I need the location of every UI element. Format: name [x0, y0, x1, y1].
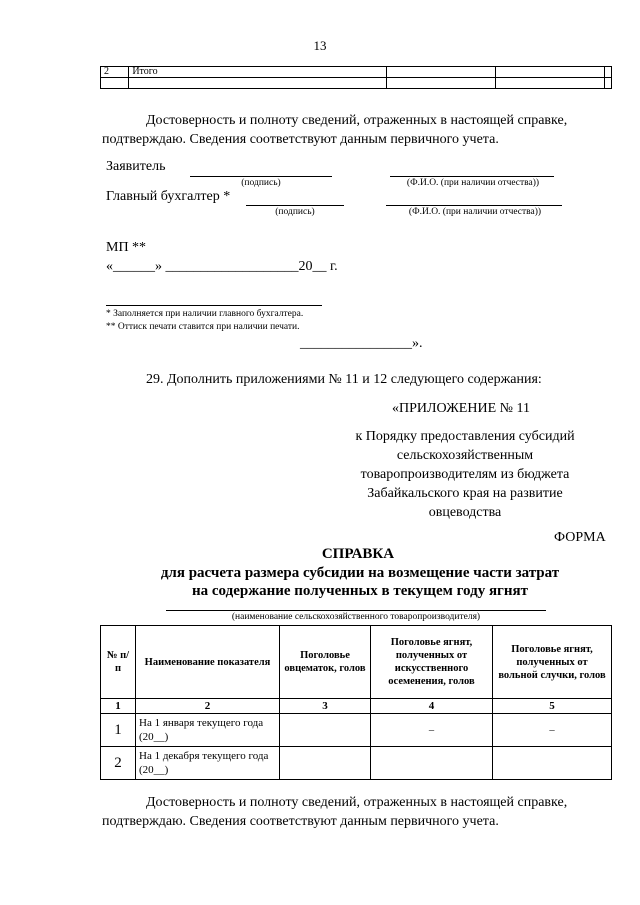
date-line: «______» ___________________20__ г.	[106, 259, 338, 274]
document-subtitle-1: для расчета размера субсидии на возмещение части затрат	[160, 565, 560, 581]
document-subtitle-2: на содержание полученных в текущем году ягнят	[192, 583, 528, 599]
producer-caption: (наименование сельскохозяйственного товаропроизводителя)	[231, 612, 481, 622]
accountant-signature-line	[246, 205, 344, 206]
row-number: 2	[101, 747, 136, 780]
table-cell	[496, 67, 605, 78]
appendix-line: сельскохозяйственным	[396, 448, 534, 463]
closing-line: ________________».	[300, 336, 423, 351]
row-number: 1	[101, 714, 136, 747]
summary-table-fragment	[100, 66, 612, 89]
accountant-label: Главный бухгалтер *	[106, 189, 231, 204]
producer-name-line	[166, 610, 546, 611]
certification-line-1: Достоверность и полноту сведений, отраженных в настоящей справке,	[146, 113, 568, 128]
appendix-line: товаропроизводителям из бюджета	[360, 467, 570, 482]
footnote-1: * Заполняется при наличии главного бухгалтера.	[106, 309, 304, 319]
appendix-line: Забайкальского края на развитие	[367, 486, 563, 501]
column-header: Поголовье овцематок, голов	[280, 626, 371, 699]
column-header: Наименование показателя	[136, 626, 280, 699]
column-number: 5	[493, 699, 612, 714]
page-number: 13	[313, 38, 327, 53]
row-name: На 1 января текущего года (20__)	[136, 714, 280, 747]
fio-caption: (Ф.И.О. (при наличии отчества))	[406, 178, 540, 188]
applicant-fio-line	[390, 176, 554, 177]
column-header: № п/п	[101, 626, 136, 699]
column-number: 4	[371, 699, 493, 714]
column-header: Поголовье ягнят, полученных от вольной случки, голов	[493, 626, 612, 699]
column-number: 1	[101, 699, 136, 714]
table-header-row	[101, 626, 612, 699]
column-number: 2	[136, 699, 280, 714]
fio-caption: (Ф.И.О. (при наличии отчества))	[408, 207, 542, 217]
table-cell	[280, 747, 371, 780]
appendix-title: «ПРИЛОЖЕНИЕ № 11	[392, 401, 530, 416]
table-cell	[605, 78, 612, 89]
table-cell	[371, 747, 493, 780]
accountant-fio-line	[386, 205, 562, 206]
amendment-text: 29. Дополнить приложениями № 11 и 12 следующего содержания:	[146, 372, 542, 387]
appendix-line: овцеводства	[428, 505, 502, 520]
data-table	[100, 625, 612, 780]
appendix-subtitle	[330, 427, 600, 522]
table-cell: 2	[101, 67, 129, 78]
row-name: На 1 декабря текущего года (20__)	[136, 747, 280, 780]
column-header: Поголовье ягнят, полученных от искусственного осеменения, голов	[371, 626, 493, 699]
table-cell	[493, 747, 612, 780]
applicant-signature-line	[190, 176, 332, 177]
certification-line-1: Достоверность и полноту сведений, отраженных в настоящей справке,	[146, 795, 568, 810]
signature-caption: (подпись)	[241, 178, 281, 188]
column-number: 3	[280, 699, 371, 714]
table-cell	[387, 78, 496, 89]
table-row	[101, 747, 612, 780]
document-title: СПРАВКА	[321, 546, 395, 562]
column-number-row	[101, 699, 612, 714]
table-cell	[129, 78, 387, 89]
appendix-line: к Порядку предоставления субсидий	[355, 429, 575, 444]
stamp-label: МП **	[106, 240, 147, 255]
table-cell	[101, 78, 129, 89]
table-row	[101, 714, 612, 747]
applicant-label: Заявитель	[106, 159, 166, 174]
table-cell	[496, 78, 605, 89]
table-cell	[387, 67, 496, 78]
table-cell: Итого	[129, 67, 387, 78]
footnote-2: ** Оттиск печати ставится при наличии печати.	[106, 322, 300, 332]
table-cell	[605, 67, 612, 78]
footnote-separator	[106, 305, 322, 306]
certification-line-2: подтверждаю. Сведения соответствуют данным первичного учета.	[102, 814, 499, 829]
certification-line-2: подтверждаю. Сведения соответствуют данным первичного учета.	[102, 132, 499, 147]
signature-caption: (подпись)	[275, 207, 315, 217]
table-cell	[280, 714, 371, 747]
table-cell: –	[493, 714, 612, 747]
table-cell: –	[371, 714, 493, 747]
form-label: ФОРМА	[554, 530, 606, 545]
